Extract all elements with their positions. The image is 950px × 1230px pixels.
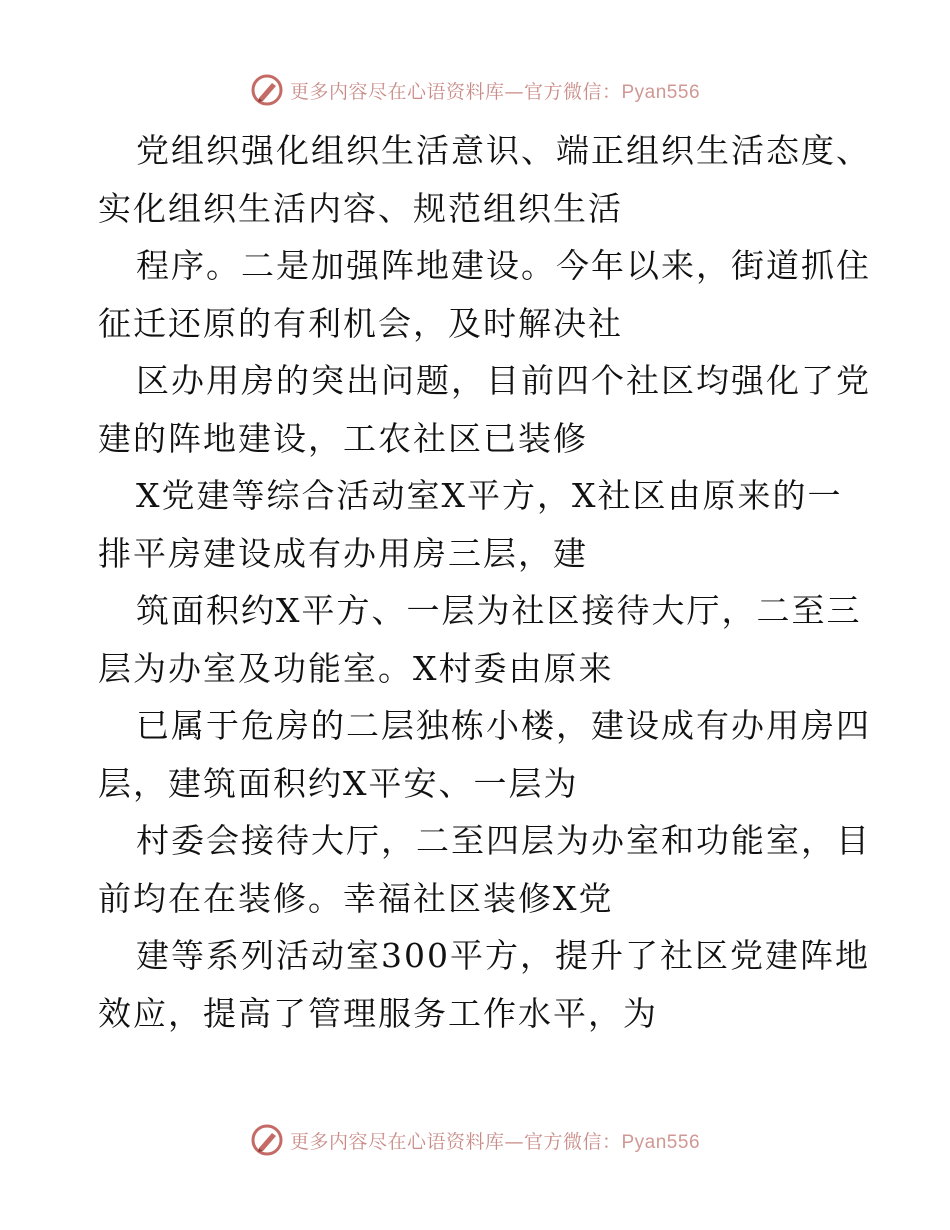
pen-circle-logo-icon [250, 73, 284, 107]
body-text-line: 排平房建设成有办用房三层，建 [98, 533, 588, 573]
document-body [98, 122, 871, 1042]
body-text-line: 程序。二是加强阵地建设。今年以来，街道抓住 [136, 246, 871, 285]
body-text-line: 前均在在装修。幸福社区装修X党 [98, 878, 614, 918]
body-text-line: 层为办室及功能室。X村委由原来 [98, 648, 614, 688]
body-text-line: 建的阵地建设，工农社区已装修 [98, 418, 588, 458]
body-text-line: 层，建筑面积约X平安、一层为 [98, 763, 579, 803]
watermark-text: 更多内容尽在心语资料库—官方微信：Pyan556 [289, 1130, 701, 1153]
body-text-line: 已属于危房的二层独栋小楼，建设成有办用房四 [136, 706, 871, 745]
body-text-line: 效应，提高了管理服务工作水平，为 [98, 993, 658, 1033]
body-text-line: 建等系列活动室300平方，提升了社区党建阵地 [136, 936, 870, 975]
header-watermark [0, 70, 950, 110]
body-text-line: 实化组织生活内容、规范组织生活 [98, 188, 623, 228]
body-text-line: 筑面积约X平方、一层为社区接待大厅，二至三 [136, 591, 862, 630]
body-text-line: X党建等综合活动室X平方，X社区由原来的一 [136, 476, 843, 515]
body-text-line: 党组织强化组织生活意识、端正组织生活态度、 [136, 131, 871, 170]
watermark-text: 更多内容尽在心语资料库—官方微信：Pyan556 [289, 80, 701, 103]
pen-circle-logo-icon [250, 1123, 284, 1157]
body-text-line: 区办用房的突出问题，目前四个社区均强化了党 [136, 361, 871, 400]
footer-watermark [0, 1120, 950, 1160]
body-text-line: 村委会接待大厅，二至四层为办室和功能室，目 [136, 821, 871, 860]
body-text-line: 征迁还原的有利机会，及时解决社 [98, 303, 623, 343]
